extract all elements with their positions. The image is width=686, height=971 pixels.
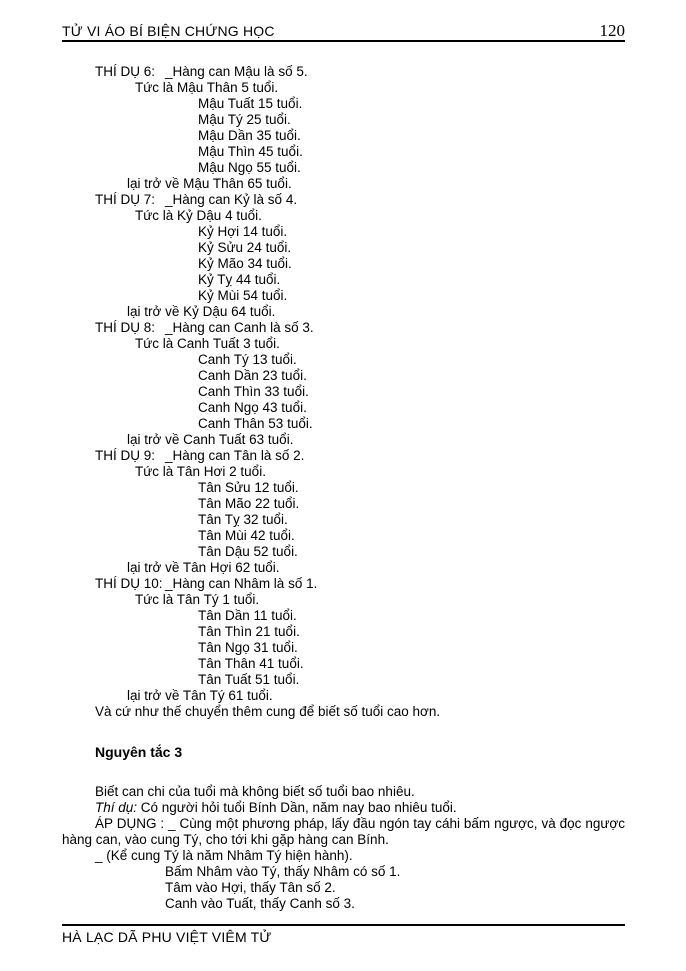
example-first-line: Tức là Kỷ Dậu 4 tuổi. bbox=[135, 208, 262, 223]
example-first-line: Tức là Canh Tuất 3 tuổi. bbox=[135, 336, 280, 351]
step-line: Canh vào Tuất, thấy Canh số 3. bbox=[165, 896, 355, 911]
age-line: Kỷ Mùi 54 tuổi. bbox=[198, 288, 288, 303]
principle-example-line bbox=[62, 800, 625, 816]
example-block-7 bbox=[62, 192, 625, 320]
principle-paragraphs bbox=[62, 784, 625, 912]
age-line: Kỷ Mão 34 tuổi. bbox=[198, 256, 292, 271]
age-line: Mậu Tý 25 tuổi. bbox=[198, 112, 291, 127]
example-return-line: lại trở về Tân Hợi 62 tuổi. bbox=[127, 560, 280, 575]
example-first-line: Tức là Tân Tý 1 tuổi. bbox=[135, 592, 260, 607]
age-line: Tân Mão 22 tuổi. bbox=[198, 496, 300, 511]
age-line: Tân Thìn 21 tuổi. bbox=[198, 624, 300, 639]
example-label-italic: Thí dụ: bbox=[95, 800, 138, 815]
author-name: HÀ LẠC DÃ PHU VIỆT VIÊM TỬ bbox=[62, 929, 272, 945]
note-line: _ (Kể cung Tý là năm Nhâm Tý hiện hành). bbox=[95, 848, 353, 863]
example-label: THÍ DỤ 8: bbox=[95, 320, 156, 335]
age-line: Tân Thân 41 tuổi. bbox=[198, 656, 304, 671]
age-line: Tân Ngọ 31 tuổi. bbox=[198, 640, 298, 655]
example-first-line: Tức là Mậu Thân 5 tuổi. bbox=[135, 80, 279, 95]
example-statement: _Hàng can Canh là số 3. bbox=[165, 320, 314, 335]
page-body bbox=[62, 64, 625, 912]
example-block-6 bbox=[62, 64, 625, 192]
example-label: THÍ DỤ 10: bbox=[95, 576, 163, 591]
example-return-line: lại trở về Kỷ Dậu 64 tuổi. bbox=[127, 304, 276, 319]
age-line: Canh Ngọ 43 tuổi. bbox=[198, 400, 307, 415]
age-line: Mậu Ngọ 55 tuổi. bbox=[198, 160, 301, 175]
example-heading bbox=[62, 64, 625, 80]
age-line: Canh Tý 13 tuổi. bbox=[198, 352, 297, 367]
section-heading: Nguyên tắc 3 bbox=[95, 744, 183, 760]
example-label: THÍ DỤ 7: bbox=[95, 192, 156, 207]
page-number: 120 bbox=[599, 21, 625, 40]
example-statement: _Hàng can Kỷ là số 4. bbox=[165, 192, 298, 207]
age-line: Tân Mùi 42 tuổi. bbox=[198, 528, 295, 543]
example-label: THÍ DỤ 6: bbox=[95, 64, 156, 79]
age-line: Canh Thân 53 tuổi. bbox=[198, 416, 313, 431]
example-heading bbox=[62, 576, 625, 592]
age-line: Tân Dần 11 tuổi. bbox=[198, 608, 297, 623]
example-heading bbox=[62, 320, 625, 336]
example-label: THÍ DỤ 9: bbox=[95, 448, 156, 463]
age-line: Tân Sửu 12 tuổi. bbox=[198, 480, 299, 495]
age-line: Canh Dần 23 tuổi. bbox=[198, 368, 307, 383]
age-line: Tân Tuất 51 tuổi. bbox=[198, 672, 300, 687]
age-line: Tân Dậu 52 tuổi. bbox=[198, 544, 298, 559]
age-line: Kỷ Sửu 24 tuổi. bbox=[198, 240, 292, 255]
example-return-line: lại trở về Tân Tý 61 tuổi. bbox=[127, 688, 273, 703]
example-heading bbox=[62, 192, 625, 208]
example-block-9 bbox=[62, 448, 625, 576]
example-statement: _Hàng can Tân là số 2. bbox=[165, 448, 305, 463]
apply-paragraph: ÁP DỤNG : _ Cùng một phương pháp, lấy đầu ngón tay cáhi bấm ngược, và đọc ngược hàng can, vào cung Tý, cho tới khi gặp hàng can Bính. bbox=[62, 816, 625, 847]
age-line: Canh Thìn 33 tuổi. bbox=[198, 384, 309, 399]
example-return-line: lại trở về Canh Tuất 63 tuổi. bbox=[127, 432, 294, 447]
page-header bbox=[62, 22, 625, 42]
step-line: Tâm vào Hợi, thấy Tân số 2. bbox=[165, 880, 336, 895]
example-heading bbox=[62, 448, 625, 464]
age-line: Tân Tỵ 32 tuổi. bbox=[198, 512, 288, 527]
principle-line: Biết can chi của tuổi mà không biết số tuổi bao nhiêu. bbox=[95, 784, 415, 799]
age-line: Kỷ Tỵ 44 tuổi. bbox=[198, 272, 281, 287]
closing-sentence: Và cứ như thế chuyển thêm cung để biết số tuổi cao hơn. bbox=[95, 704, 441, 719]
example-statement: _Hàng can Mậu là số 5. bbox=[165, 64, 308, 79]
age-line: Kỷ Hợi 14 tuổi. bbox=[198, 224, 288, 239]
step-line: Bấm Nhâm vào Tý, thấy Nhâm có số 1. bbox=[165, 864, 401, 879]
example-block-8 bbox=[62, 320, 625, 448]
example-question: Có người hỏi tuổi Bính Dần, năm nay bao nhiêu tuổi. bbox=[137, 800, 457, 815]
book-title: TỬ VI ÁO BÍ BIỆN CHỨNG HỌC bbox=[62, 23, 275, 39]
example-first-line: Tức là Tân Hơi 2 tuổi. bbox=[135, 464, 266, 479]
page-footer bbox=[62, 924, 625, 946]
age-line: Mậu Thìn 45 tuổi. bbox=[198, 144, 303, 159]
example-block-10 bbox=[62, 576, 625, 704]
example-return-line: lại trở về Mậu Thân 65 tuổi. bbox=[127, 176, 292, 191]
age-line: Mậu Tuất 15 tuổi. bbox=[198, 96, 303, 111]
example-statement: _Hàng can Nhâm là số 1. bbox=[165, 576, 318, 591]
age-line: Mậu Dần 35 tuổi. bbox=[198, 128, 301, 143]
